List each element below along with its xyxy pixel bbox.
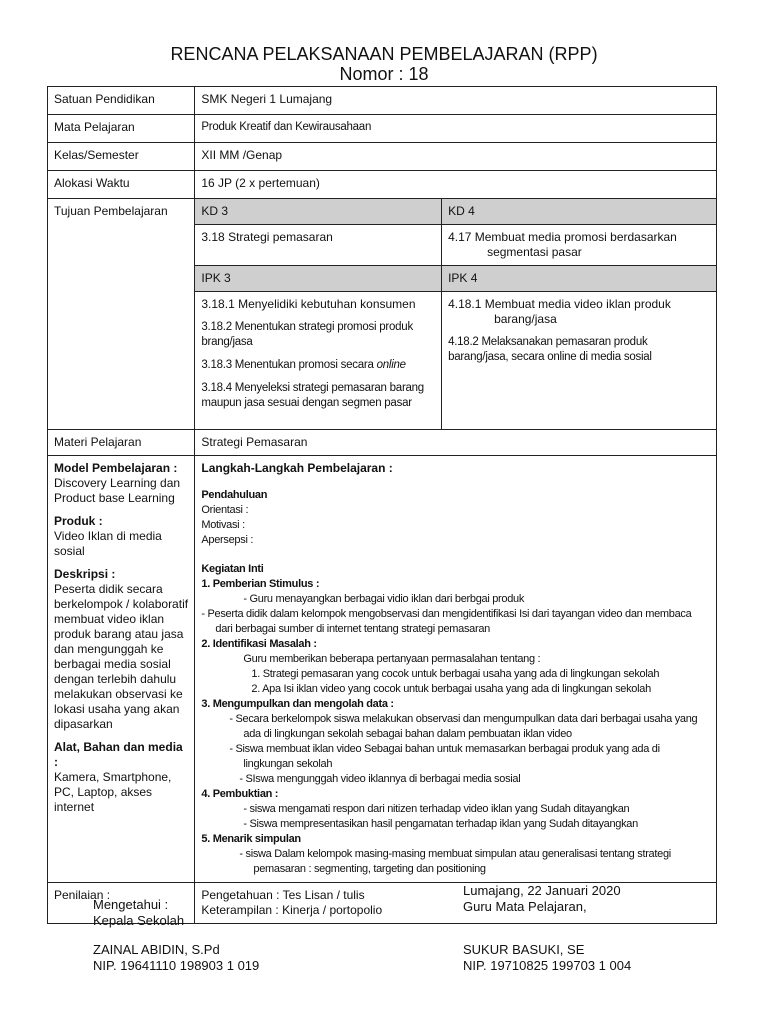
pendahuluan-head: Pendahuluan	[201, 489, 268, 501]
deskripsi-head: Deskripsi :	[54, 567, 116, 581]
ipk4-item-1a: 4.18.1 Membuat media video iklan produk	[448, 297, 671, 311]
label-tujuan: Tujuan Pembelajaran	[48, 199, 195, 430]
model-cell	[48, 456, 195, 883]
row-kelas	[48, 143, 717, 171]
step-1-head: 1. Pemberian Stimulus :	[201, 578, 320, 590]
ipk3-head: IPK 3	[195, 266, 442, 292]
kd4-head: KD 4	[442, 199, 717, 225]
row-alokasi	[48, 171, 717, 199]
orientasi: Orientasi :	[201, 504, 249, 516]
kd4-text	[442, 225, 717, 266]
model-text: Discovery Learning dan Product base Learning	[54, 476, 181, 505]
step-1-item-a: - Guru menayangkan berbagai vidio iklan dari berbgai produk	[243, 593, 525, 605]
ipk3-item-1: 3.18.1 Menyelidiki kebutuhan konsumen	[201, 297, 416, 311]
step-1-item-b: - Peserta didik dalam kelompok mengobservasi dan mengidentifikasi Isi dari tayangan video dan membaca dari berbagai sumber di internet tentang strategi pemasaran	[201, 608, 692, 635]
motivasi: Motivasi :	[201, 519, 245, 531]
mengetahui: Mengetahui :	[93, 897, 169, 912]
deskripsi-text: Peserta didik secara berkelompok / kolaboratif membuat video iklan produk barang atau jasa dan mengunggah ke berbagai media sosial dengan terlebih dahulu melakukan observasi ke lokasi usaha yang akan dipasarkan	[54, 582, 189, 731]
model-head: Model Pembelajaran :	[54, 461, 178, 475]
langkah-head: Langkah-Langkah Pembelajaran :	[201, 461, 393, 475]
value-satuan: SMK Negeri 1 Lumajang	[195, 87, 717, 115]
value-mapel: Produk Kreatif dan Kewirausahaan	[195, 115, 717, 143]
inti-head: Kegiatan Inti	[201, 563, 264, 575]
label-mapel: Mata Pelajaran	[48, 115, 195, 143]
value-alokasi: 16 JP (2 x pertemuan)	[195, 171, 717, 199]
ipk3-item-2: 3.18.2 Menentukan strategi promosi produk brang/jasa	[201, 321, 413, 348]
step-2-item-b: 2. Apa Isi iklan video yang cocok untuk berbagai usaha yang ada di lingkungan sekolah	[251, 683, 651, 695]
guru-name: SUKUR BASUKI, SE	[463, 942, 585, 957]
step-4-head: 4. Pembuktian :	[201, 788, 279, 800]
document-number: Nomor : 18	[339, 64, 429, 84]
ipk3-item-3	[201, 358, 435, 373]
row-satuan	[48, 87, 717, 115]
ipk4-list	[442, 292, 717, 430]
step-3-item-b: - Siswa membuat iklan video Sebagai bahan untuk memasarkan berbagai produk yang ada di lingkungan sekolah	[229, 743, 660, 770]
penilaian-keterampilan: Keterampilan : Kinerja / portopolio	[201, 903, 383, 917]
value-materi: Strategi Pemasaran	[195, 430, 717, 456]
apersepsi: Apersepsi :	[201, 534, 254, 546]
rpp-table	[47, 86, 717, 924]
kd3-text: 3.18 Strategi pemasaran	[195, 225, 442, 266]
ipk3-item-3-italic: online	[376, 359, 406, 371]
penilaian-pengetahuan: Pengetahuan : Tes Lisan / tulis	[201, 888, 365, 902]
value-kelas: XII MM /Genap	[195, 143, 717, 171]
place-date: Lumajang, 22 Januari 2020	[463, 883, 621, 898]
ipk3-item-4: 3.18.4 Menyeleksi strategi pemasaran barang maupun jasa sesuai dengan segmen pasar	[201, 382, 424, 409]
step-2-intro: Guru memberikan beberapa pertanyaan permasalahan tentang :	[243, 653, 541, 665]
step-5-item-a: - siswa Dalam kelompok masing-masing membuat simpulan atau generalisasi tentang strategi pemasaran : segmenting, targeting dan positioning	[239, 848, 671, 875]
ipk4-item-2: 4.18.2 Melaksanakan pemasaran produk barang/jasa, secara online di media sosial	[448, 336, 652, 363]
step-2-head: 2. Identifikasi Masalah :	[201, 638, 317, 650]
guru-nip: NIP. 19710825 199703 1 004	[463, 958, 632, 973]
label-kelas: Kelas/Semester	[48, 143, 195, 171]
step-4-item-b: - Siswa mempresentasikan hasil pengamatan terhadap iklan yang Sudah ditayangkan	[243, 818, 638, 830]
label-materi: Materi Pelajaran	[48, 430, 195, 456]
ipk3-list	[195, 292, 442, 430]
label-penilaian: Penilaian :	[48, 883, 195, 924]
step-3-item-a: - Secara berkelompok siswa melakukan observasi dan mengumpulkan data dari berbagai usaha yang ada di lingkungan sekolah sebagai bahan dalam pembuatan iklan video	[229, 713, 698, 740]
langkah-cell	[195, 456, 717, 883]
kepala-name: ZAINAL ABIDIN, S.Pd	[93, 942, 220, 957]
label-satuan: Satuan Pendidikan	[48, 87, 195, 115]
produk-head: Produk :	[54, 514, 103, 528]
kepala-nip: NIP. 19641110 198903 1 019	[93, 958, 260, 973]
step-3-head: 3. Mengumpulkan dan mengolah data :	[201, 698, 394, 710]
ipk4-item-1b: barang/jasa	[494, 312, 557, 326]
step-2-item-a: 1. Strategi pemasaran yang cocok untuk berbagai usaha yang ada di lingkungan sekolah	[251, 668, 660, 680]
row-materi	[48, 430, 717, 456]
kepala-title: Kepala Sekolah	[93, 913, 185, 928]
kd3-head: KD 3	[195, 199, 442, 225]
label-alokasi: Alokasi Waktu	[48, 171, 195, 199]
alat-head: Alat, Bahan dan media :	[54, 740, 183, 769]
step-5-head: 5. Menarik simpulan	[201, 833, 301, 845]
value-penilaian	[195, 883, 717, 924]
row-tujuan-kd-head	[48, 199, 717, 225]
kd4-line-2: segmentasi pasar	[487, 245, 582, 259]
alat-text: Kamera, Smartphone, PC, Laptop, akses internet	[54, 770, 172, 814]
row-model-langkah	[48, 456, 717, 883]
ipk4-head: IPK 4	[442, 266, 717, 292]
step-4-item-a: - siswa mengamati respon dari nitizen terhadap video iklan yang Sudah ditayangkan	[243, 803, 630, 815]
row-mapel	[48, 115, 717, 143]
step-3-item-c: - SIswa mengunggah video iklannya di berbagai media sosial	[239, 773, 521, 785]
document-title: RENCANA PELAKSANAAN PEMBELAJARAN (RPP)	[170, 44, 598, 64]
ipk3-item-3-text: 3.18.3 Menentukan promosi secara	[201, 359, 377, 371]
guru-title: Guru Mata Pelajaran,	[463, 899, 587, 914]
produk-text: Video Iklan di media sosial	[54, 529, 162, 558]
kd4-line-1: 4.17 Membuat media promosi berdasarkan	[448, 230, 677, 244]
